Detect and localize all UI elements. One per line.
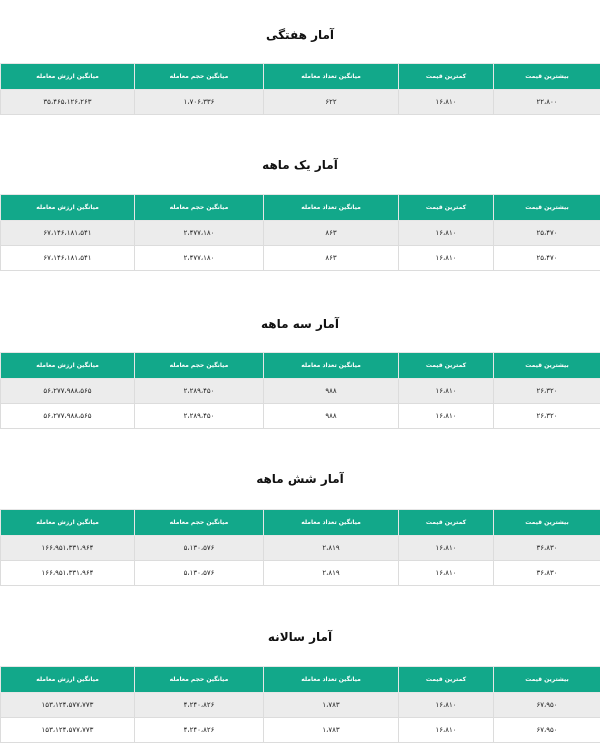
- header-avg-trade-count: میانگین تعداد معامله: [264, 667, 399, 693]
- stats-table: [0, 352, 600, 429]
- header-avg-trade-count: میانگین تعداد معامله: [264, 510, 399, 536]
- cell-avg-trade-volume: ۲،۴۷۷،۱۸۰: [135, 221, 264, 246]
- cell-max-price: ۶۷،۹۵۰: [494, 718, 600, 743]
- cell-min-price: ۱۶،۸۱۰: [399, 693, 494, 718]
- header-max-price: بیشترین قیمت: [494, 64, 600, 90]
- cell-avg-trade-value: ۵۶،۲۷۷،۹۸۸،۵۶۵: [1, 404, 135, 429]
- cell-min-price: ۱۶،۸۱۰: [399, 221, 494, 246]
- header-avg-trade-value: میانگین ارزش معامله: [1, 667, 135, 693]
- cell-avg-trade-volume: ۴،۲۴۰،۸۲۶: [135, 693, 264, 718]
- cell-avg-trade-volume: ۲،۴۷۷،۱۸۰: [135, 246, 264, 271]
- cell-max-price: ۳۶،۸۳۰: [494, 536, 600, 561]
- table-row: [1, 536, 600, 561]
- stats-table: [0, 509, 600, 586]
- section-title: آمار هفتگی: [265, 28, 335, 42]
- header-avg-trade-count: میانگین تعداد معامله: [264, 64, 399, 90]
- cell-avg-trade-value: ۳۵،۴۶۵،۱۲۶،۲۶۳: [1, 90, 135, 115]
- cell-max-price: ۲۶،۳۲۰: [494, 379, 600, 404]
- header-min-price: کمترین قیمت: [399, 64, 494, 90]
- header-max-price: بیشترین قیمت: [494, 195, 600, 221]
- cell-avg-trade-count: ۹۸۸: [264, 404, 399, 429]
- table-row: [1, 404, 600, 429]
- cell-max-price: ۳۶،۸۳۰: [494, 561, 600, 586]
- header-avg-trade-value: میانگین ارزش معامله: [1, 195, 135, 221]
- cell-avg-trade-volume: ۱،۷۰۶،۳۳۶: [135, 90, 264, 115]
- header-avg-trade-volume: میانگین حجم معامله: [135, 353, 264, 379]
- header-min-price: کمترین قیمت: [399, 510, 494, 536]
- table-row: [1, 221, 600, 246]
- cell-max-price: ۲۲،۸۰۰: [494, 90, 600, 115]
- table-row: [1, 246, 600, 271]
- header-min-price: کمترین قیمت: [399, 667, 494, 693]
- cell-max-price: ۲۵،۴۷۰: [494, 221, 600, 246]
- table-header-row: [1, 667, 600, 693]
- section-title: آمار سه ماهه: [261, 317, 339, 331]
- cell-avg-trade-count: ۸۶۳: [264, 221, 399, 246]
- header-avg-trade-volume: میانگین حجم معامله: [135, 510, 264, 536]
- table-header-row: [1, 510, 600, 536]
- cell-avg-trade-volume: ۲،۲۸۹،۴۵۰: [135, 379, 264, 404]
- cell-avg-trade-value: ۱۵۳،۱۲۴،۵۷۷،۷۷۳: [1, 718, 135, 743]
- stats-table: [0, 666, 600, 743]
- table-row: [1, 718, 600, 743]
- header-avg-trade-volume: میانگین حجم معامله: [135, 195, 264, 221]
- header-max-price: بیشترین قیمت: [494, 353, 600, 379]
- header-max-price: بیشترین قیمت: [494, 510, 600, 536]
- table-header-row: [1, 195, 600, 221]
- header-avg-trade-volume: میانگین حجم معامله: [135, 64, 264, 90]
- header-avg-trade-value: میانگین ارزش معامله: [1, 510, 135, 536]
- stats-table: [0, 63, 600, 115]
- stats-table: [0, 194, 600, 271]
- cell-avg-trade-count: ۲،۸۱۹: [264, 561, 399, 586]
- cell-min-price: ۱۶،۸۱۰: [399, 90, 494, 115]
- cell-avg-trade-count: ۸۶۳: [264, 246, 399, 271]
- cell-min-price: ۱۶،۸۱۰: [399, 561, 494, 586]
- cell-avg-trade-value: ۵۶،۲۷۷،۹۸۸،۵۶۵: [1, 379, 135, 404]
- cell-avg-trade-value: ۶۷،۱۴۶،۱۸۱،۵۴۱: [1, 221, 135, 246]
- cell-avg-trade-count: ۱،۷۸۳: [264, 718, 399, 743]
- header-avg-trade-count: میانگین تعداد معامله: [264, 353, 399, 379]
- section-title: آمار شش ماهه: [256, 472, 344, 486]
- cell-min-price: ۱۶،۸۱۰: [399, 379, 494, 404]
- table-header-row: [1, 64, 600, 90]
- table-row: [1, 379, 600, 404]
- cell-avg-trade-volume: ۲،۲۸۹،۴۵۰: [135, 404, 264, 429]
- cell-avg-trade-value: ۱۵۳،۱۲۴،۵۷۷،۷۷۳: [1, 693, 135, 718]
- table-row: [1, 561, 600, 586]
- table-row: [1, 693, 600, 718]
- cell-avg-trade-volume: ۴،۲۴۰،۸۲۶: [135, 718, 264, 743]
- cell-max-price: ۶۷،۹۵۰: [494, 693, 600, 718]
- header-max-price: بیشترین قیمت: [494, 667, 600, 693]
- cell-min-price: ۱۶،۸۱۰: [399, 246, 494, 271]
- section-title: آمار یک ماهه: [262, 158, 338, 172]
- header-avg-trade-count: میانگین تعداد معامله: [264, 195, 399, 221]
- cell-max-price: ۲۵،۴۷۰: [494, 246, 600, 271]
- header-min-price: کمترین قیمت: [399, 195, 494, 221]
- cell-avg-trade-count: ۶۲۲: [264, 90, 399, 115]
- cell-min-price: ۱۶،۸۱۰: [399, 536, 494, 561]
- cell-avg-trade-value: ۱۶۶،۹۵۱،۳۳۱،۹۶۴: [1, 561, 135, 586]
- cell-avg-trade-count: ۹۸۸: [264, 379, 399, 404]
- cell-avg-trade-value: ۶۷،۱۴۶،۱۸۱،۵۴۱: [1, 246, 135, 271]
- cell-max-price: ۲۶،۳۲۰: [494, 404, 600, 429]
- cell-avg-trade-volume: ۵،۱۳۰،۵۷۶: [135, 561, 264, 586]
- cell-avg-trade-value: ۱۶۶،۹۵۱،۳۳۱،۹۶۴: [1, 536, 135, 561]
- header-avg-trade-volume: میانگین حجم معامله: [135, 667, 264, 693]
- header-avg-trade-value: میانگین ارزش معامله: [1, 64, 135, 90]
- table-row: [1, 90, 600, 115]
- cell-avg-trade-count: ۱،۷۸۳: [264, 693, 399, 718]
- cell-min-price: ۱۶،۸۱۰: [399, 718, 494, 743]
- cell-avg-trade-count: ۲،۸۱۹: [264, 536, 399, 561]
- cell-min-price: ۱۶،۸۱۰: [399, 404, 494, 429]
- header-min-price: کمترین قیمت: [399, 353, 494, 379]
- table-header-row: [1, 353, 600, 379]
- header-avg-trade-value: میانگین ارزش معامله: [1, 353, 135, 379]
- section-title: آمار سالانه: [267, 630, 333, 644]
- cell-avg-trade-volume: ۵،۱۳۰،۵۷۶: [135, 536, 264, 561]
